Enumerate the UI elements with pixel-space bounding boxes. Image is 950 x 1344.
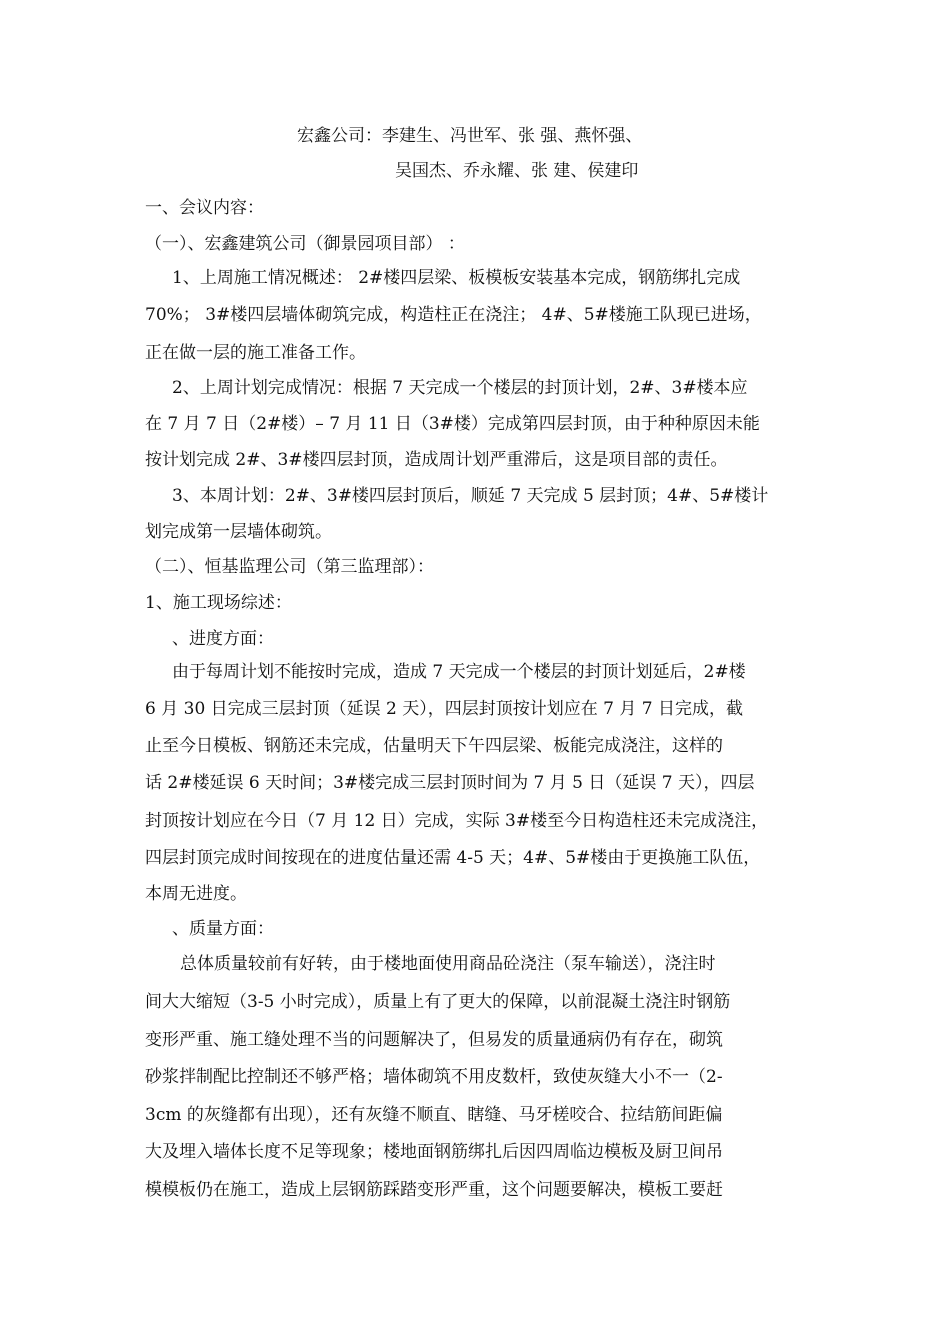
paragraph-line: 正在做一层的施工准备工作。	[145, 343, 366, 363]
paragraph-line: 本周无进度。	[145, 884, 247, 904]
paragraph-line: 按计划完成 2#、3#楼四层封顶，造成周计划严重滞后，这是项目部的责任。	[145, 450, 728, 470]
paragraph-line: 3、本周计划：2#、3#楼四层封顶后，顺延 7 天完成 5 层封顶；4#、5#楼计	[172, 486, 769, 506]
paragraph-line: 话 2#楼延误 6 天时间；3#楼完成三层封顶时间为 7 月 5 日（延误 7 天），四层	[145, 773, 755, 793]
paragraph-line: 四层封顶完成时间按现在的进度估量还需 4-5 天；4#、5#楼由于更换施工队伍，	[145, 848, 761, 868]
paragraph-line: 1、上周施工情况概述： 2#楼四层梁、板模板安装基本完成，钢筋绑扎完成	[172, 268, 741, 288]
paragraph-line: 6 月 30 日完成三层封顶（延误 2 天），四层封顶按计划应在 7 月 7 日完成，截	[145, 699, 744, 719]
paragraph-line: 3cm 的灰缝都有出现），还有灰缝不顺直、瞎缝、马牙槎咬合、拉结筋间距偏	[145, 1105, 723, 1125]
paragraph-line: 砂浆拌制配比控制还不够严格；墙体砌筑不用皮数杆，致使灰缝大小不一（2-	[145, 1067, 723, 1087]
heading-quality: 、质量方面：	[172, 919, 274, 939]
paragraph-line: 划完成第一层墙体砌筑。	[145, 522, 332, 542]
paragraph-line: 封顶按计划应在今日（7 月 12 日）完成，实际 3#楼至今日构造柱还未完成浇注，	[145, 811, 769, 831]
attendees-line-2: 吴国杰、乔永耀、张 建、侯建印	[395, 161, 639, 181]
heading-progress: 、进度方面：	[172, 629, 274, 649]
subsection-heading-hongxin: （一）、宏鑫建筑公司（御景园项目部） ：	[145, 234, 465, 254]
paragraph-line: 2、上周计划完成情况：根据 7 天完成一个楼层的封顶计划，2#、3#楼本应	[172, 378, 748, 398]
paragraph-line: 在 7 月 7 日（2#楼）– 7 月 11 日（3#楼）完成第四层封顶，由于种种原因未能	[145, 414, 760, 434]
attendees-line-1: 宏鑫公司：李建生、冯世军、张 强、燕怀强、	[297, 126, 643, 146]
paragraph-line: 间大大缩短（3-5 小时完成），质量上有了更大的保障，以前混凝土浇注时钢筋	[145, 992, 731, 1012]
section-heading-meeting-content: 一、会议内容：	[145, 198, 264, 218]
paragraph-line: 变形严重、施工缝处理不当的问题解决了，但易发的质量通病仍有存在，砌筑	[145, 1030, 723, 1050]
paragraph-line: 大及埋入墙体长度不足等现象；楼地面钢筋绑扎后因四周临边模板及厨卫间吊	[145, 1142, 723, 1162]
paragraph-line: 总体质量较前有好转，由于楼地面使用商品砼浇注（泵车输送），浇注时	[180, 954, 716, 974]
paragraph-line: 70%； 3#楼四层墙体砌筑完成，构造柱正在浇注； 4#、5#楼施工队现已进场，	[145, 305, 762, 325]
paragraph-line: 止至今日模板、钢筋还未完成，估量明天下午四层梁、板能完成浇注，这样的	[145, 736, 723, 756]
paragraph-line: 模模板仍在施工，造成上层钢筋踩踏变形严重，这个问题要解决，模板工要赶	[145, 1180, 723, 1200]
subsection-heading-hengji: （二）、恒基监理公司（第三监理部）：	[145, 557, 434, 577]
item-heading-site-overview: 1、施工现场综述：	[145, 593, 292, 613]
paragraph-line: 由于每周计划不能按时完成，造成 7 天完成一个楼层的封顶计划延后，2#楼	[172, 662, 746, 682]
